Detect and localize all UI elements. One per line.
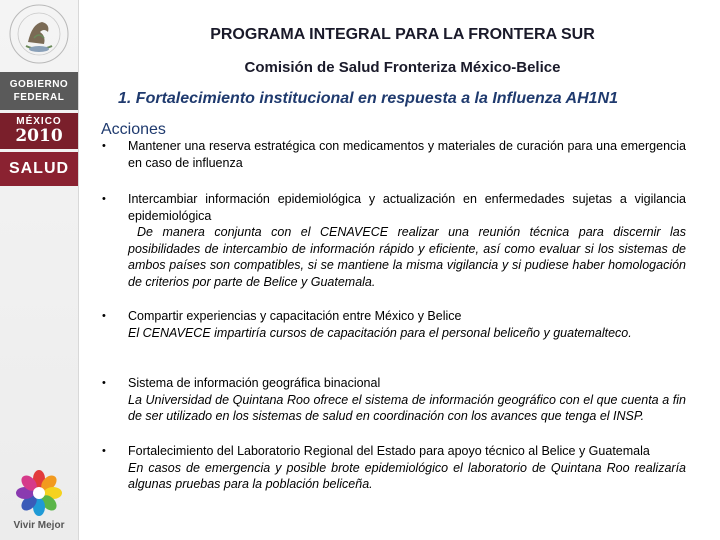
mexican-seal-icon: [4, 2, 74, 66]
item-detail: De manera conjunta con el CENAVECE realizar una reunión técnica para discernir las posibilidades de intercambio de información rápido y eficiente, así como evaluar si los sistemas de ambos países son compatibles, si se mantiene la misma vigilancia y si pudiese haber homologación de criterios por parte de Belice y Guatemala.: [128, 225, 686, 289]
item-detail: El CENAVECE impartiría cursos de capacitación para el personal beliceño y guatemalteco.: [128, 325, 632, 340]
gobierno-federal-logo: [0, 72, 78, 110]
item-detail: En casos de emergencia y posible brote epidemiológico el laboratorio de Quintana Roo realizaría algunas pruebas para la población beliceña.: [128, 460, 686, 491]
bullet: •: [102, 193, 106, 205]
item-lead: Compartir experiencias y capacitación entre México y Belice: [128, 309, 462, 323]
section-headline: 1. Fortalecimiento institucional en respuesta a la Influenza AH1N1: [118, 90, 618, 107]
item-detail: La Universidad de Quintana Roo ofrece el sistema de información geográfico con el que cuenta a fin de ser utilizado en los sistemas de salud en coordinación con los avances que tenga el INSP.: [128, 392, 686, 423]
item-lead: Intercambiar información epidemiológica y actualización en enfermedades sujetas a vigilancia epidemiológica: [128, 192, 686, 223]
sidebar: [0, 0, 79, 540]
list-item: [100, 138, 686, 171]
mexico-word: MÉXICO: [16, 116, 62, 127]
mexico-year: 2010: [15, 126, 63, 146]
mexico-2010-logo: [0, 113, 78, 149]
list-item: [100, 308, 686, 341]
page-subtitle: Comisión de Salud Fronteriza México-Belice: [244, 59, 561, 76]
salud-logo: SALUD: [0, 152, 78, 186]
bullet: •: [102, 377, 106, 389]
actions-label: Acciones: [101, 121, 166, 138]
list-item: [100, 191, 686, 290]
page-title: PROGRAMA INTEGRAL PARA LA FRONTERA SUR: [210, 26, 595, 43]
gobierno-line2: FEDERAL: [13, 92, 65, 103]
item-lead: Sistema de información geográfica binacional: [128, 376, 381, 390]
vivir-mejor-label: Vivir Mejor: [13, 520, 65, 531]
list-item: [100, 443, 686, 493]
bullet: •: [102, 445, 106, 457]
vivir-mejor-icon: [12, 468, 66, 518]
list-item: [100, 375, 686, 425]
item-lead: Fortalecimiento del Laboratorio Regional del Estado para apoyo técnico al Belice y Guatemala: [128, 444, 650, 458]
item-lead: Mantener una reserva estratégica con medicamentos y materiales de curación para una emergencia en caso de influenza: [128, 139, 686, 170]
gobierno-line1: GOBIERNO: [9, 79, 69, 90]
bullet: •: [102, 310, 106, 322]
bullet: •: [102, 140, 106, 152]
